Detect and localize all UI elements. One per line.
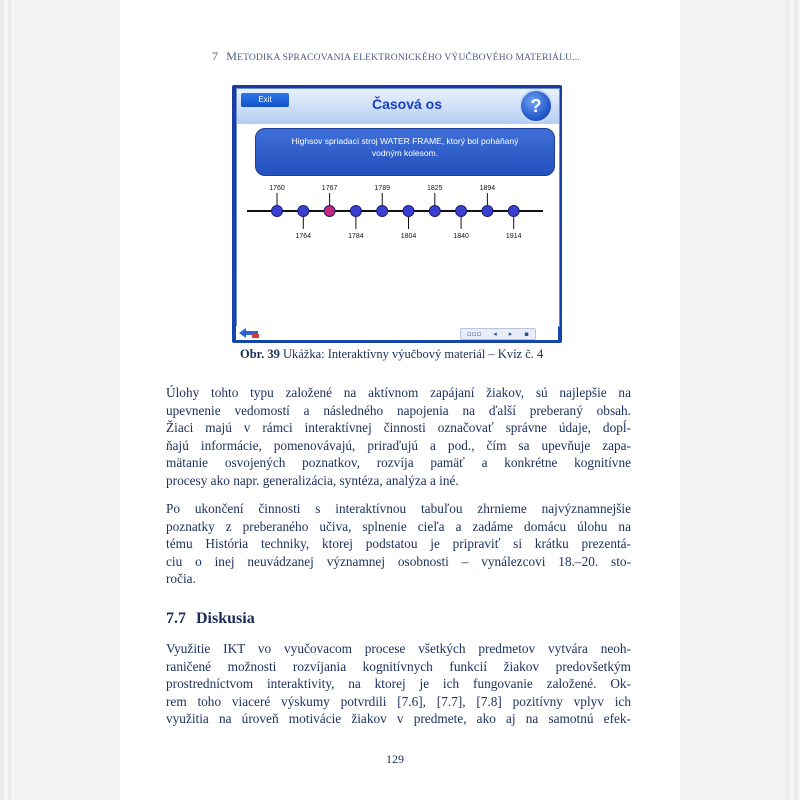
timeline-dot[interactable]	[482, 206, 493, 217]
app-header	[237, 89, 559, 124]
stop-control-icon[interactable]: ▪	[524, 330, 529, 338]
page-edge-right	[786, 0, 800, 800]
help-button[interactable]: ?	[521, 91, 551, 121]
timeline-dot[interactable]	[456, 206, 467, 217]
next-control-icon[interactable]: ▸	[508, 330, 513, 338]
chapter-number: 7	[212, 49, 219, 63]
question-box: Highsov spriadací stroj WATER FRAME, ktorý bol poháňaný vodným kolesom.	[255, 128, 555, 176]
timeline-year-label: 1840	[453, 233, 469, 240]
paragraph-2	[166, 500, 631, 588]
figure-app-screenshot	[232, 85, 562, 343]
text-line: mätanie osvojených poznatkov, rozvíja pamäť a konkrétne kognitívne	[166, 455, 631, 470]
back-arrow-icon[interactable]	[238, 327, 260, 339]
app-title: Časová os	[371, 96, 443, 112]
navigation-controls	[460, 328, 536, 340]
running-head	[212, 49, 580, 64]
timeline-year-label: 1804	[400, 233, 417, 240]
timeline-dot[interactable]	[324, 206, 335, 217]
caption-label: Obr. 39	[240, 347, 280, 361]
section-number: 7.7	[166, 610, 186, 627]
paragraph-1	[166, 384, 631, 489]
text-line: využitia na úroveň motivácie žiakov v predmete, ako aj na samotnú efek-	[166, 711, 631, 726]
timeline-dot[interactable]	[508, 206, 519, 217]
app-footer	[236, 326, 558, 340]
text-line: poznatky z preberaného učiva, splnenie cieľa a zadáme domácu úlohu na	[166, 518, 631, 534]
timeline-dot[interactable]	[429, 206, 440, 217]
text-line: Po ukončení činnosti s interaktívnou tabuľou zhrnieme najvýznamnejšie	[166, 501, 631, 516]
text-line: raničené možnosti rozvíjania kognitívnych funkcií žiakov predovšetkým	[166, 658, 631, 674]
text-line: upevnenie vedomostí a následného napojenia na ďalší preberaný obsah.	[166, 402, 631, 418]
text-line: procesy ako napr. generalizácia, syntéza, analýza a iné.	[166, 472, 459, 488]
section-title: Diskusia	[196, 610, 255, 627]
exit-button[interactable]: Exit	[241, 93, 289, 107]
timeline-year-label: 1784	[348, 233, 364, 240]
timeline-year-label: 1894	[479, 185, 496, 192]
prev-control-icon[interactable]: ◂	[493, 330, 497, 338]
text-line: tému História techniky, ktorej podstatou je pripraviť si krátku prezentá-	[166, 536, 631, 551]
text-line: Úlohy tohto typu založené na aktívnom zapájaní žiakov, sú najlepšie na	[166, 385, 631, 400]
timeline-year-label: 1825	[427, 185, 443, 192]
caption-text: Ukážka: Interaktívny výučbový materiál – Kvíz č. 4	[282, 347, 544, 361]
text-line: Žiaci majú v rámci interaktívnej činnosti označovať správne údaje, dopĺ-	[166, 420, 631, 435]
timeline-dot[interactable]	[403, 206, 414, 217]
timeline-year-label: 1767	[321, 185, 338, 192]
menu-control-icon[interactable]: ▫▫▫	[466, 330, 482, 338]
timeline-year-label: 1764	[295, 233, 312, 240]
text-line: ciu o inej neuvádzanej významnej osobnosti – vynálezcovi 18.–20. sto-	[166, 553, 631, 569]
timeline-year-label: 1914	[505, 233, 522, 240]
text-line: ňajú informácie, pomenovávajú, priraďujú a pod., čím sa upevňuje zapa-	[166, 437, 631, 453]
page-number: 129	[386, 752, 404, 766]
text-line: ročia.	[166, 571, 196, 586]
paragraph-3	[166, 640, 631, 728]
text-line: rem toho viaceré výskumy potvrdili [7.6], [7.7], [7.8] pozitívny vplyv ich	[166, 693, 631, 709]
page-edge-left	[0, 0, 14, 800]
timeline-dot[interactable]	[298, 206, 309, 217]
timeline-dot[interactable]	[272, 206, 283, 217]
app-screen	[236, 88, 560, 327]
section-heading	[166, 610, 255, 628]
timeline	[237, 177, 559, 247]
running-head-initial: M	[226, 49, 238, 63]
figure-caption	[240, 347, 543, 362]
timeline-dot[interactable]	[377, 206, 388, 217]
text-line: Využitie IKT vo vyučovacom procese všetkých predmetov vytvára neoh-	[166, 641, 631, 656]
timeline-dot[interactable]	[350, 206, 361, 217]
timeline-year-label: 1789	[374, 185, 390, 192]
timeline-year-label: 1760	[269, 185, 285, 192]
text-line: prostredníctvom interaktivity, na ktorej je ich fungovanie založené. Ok-	[166, 676, 631, 691]
running-head-title: ETODIKA SPRACOVANIA ELEKTRONICKÉHO VÝUČBOVÉHO MATERIÁLU...	[237, 53, 580, 63]
